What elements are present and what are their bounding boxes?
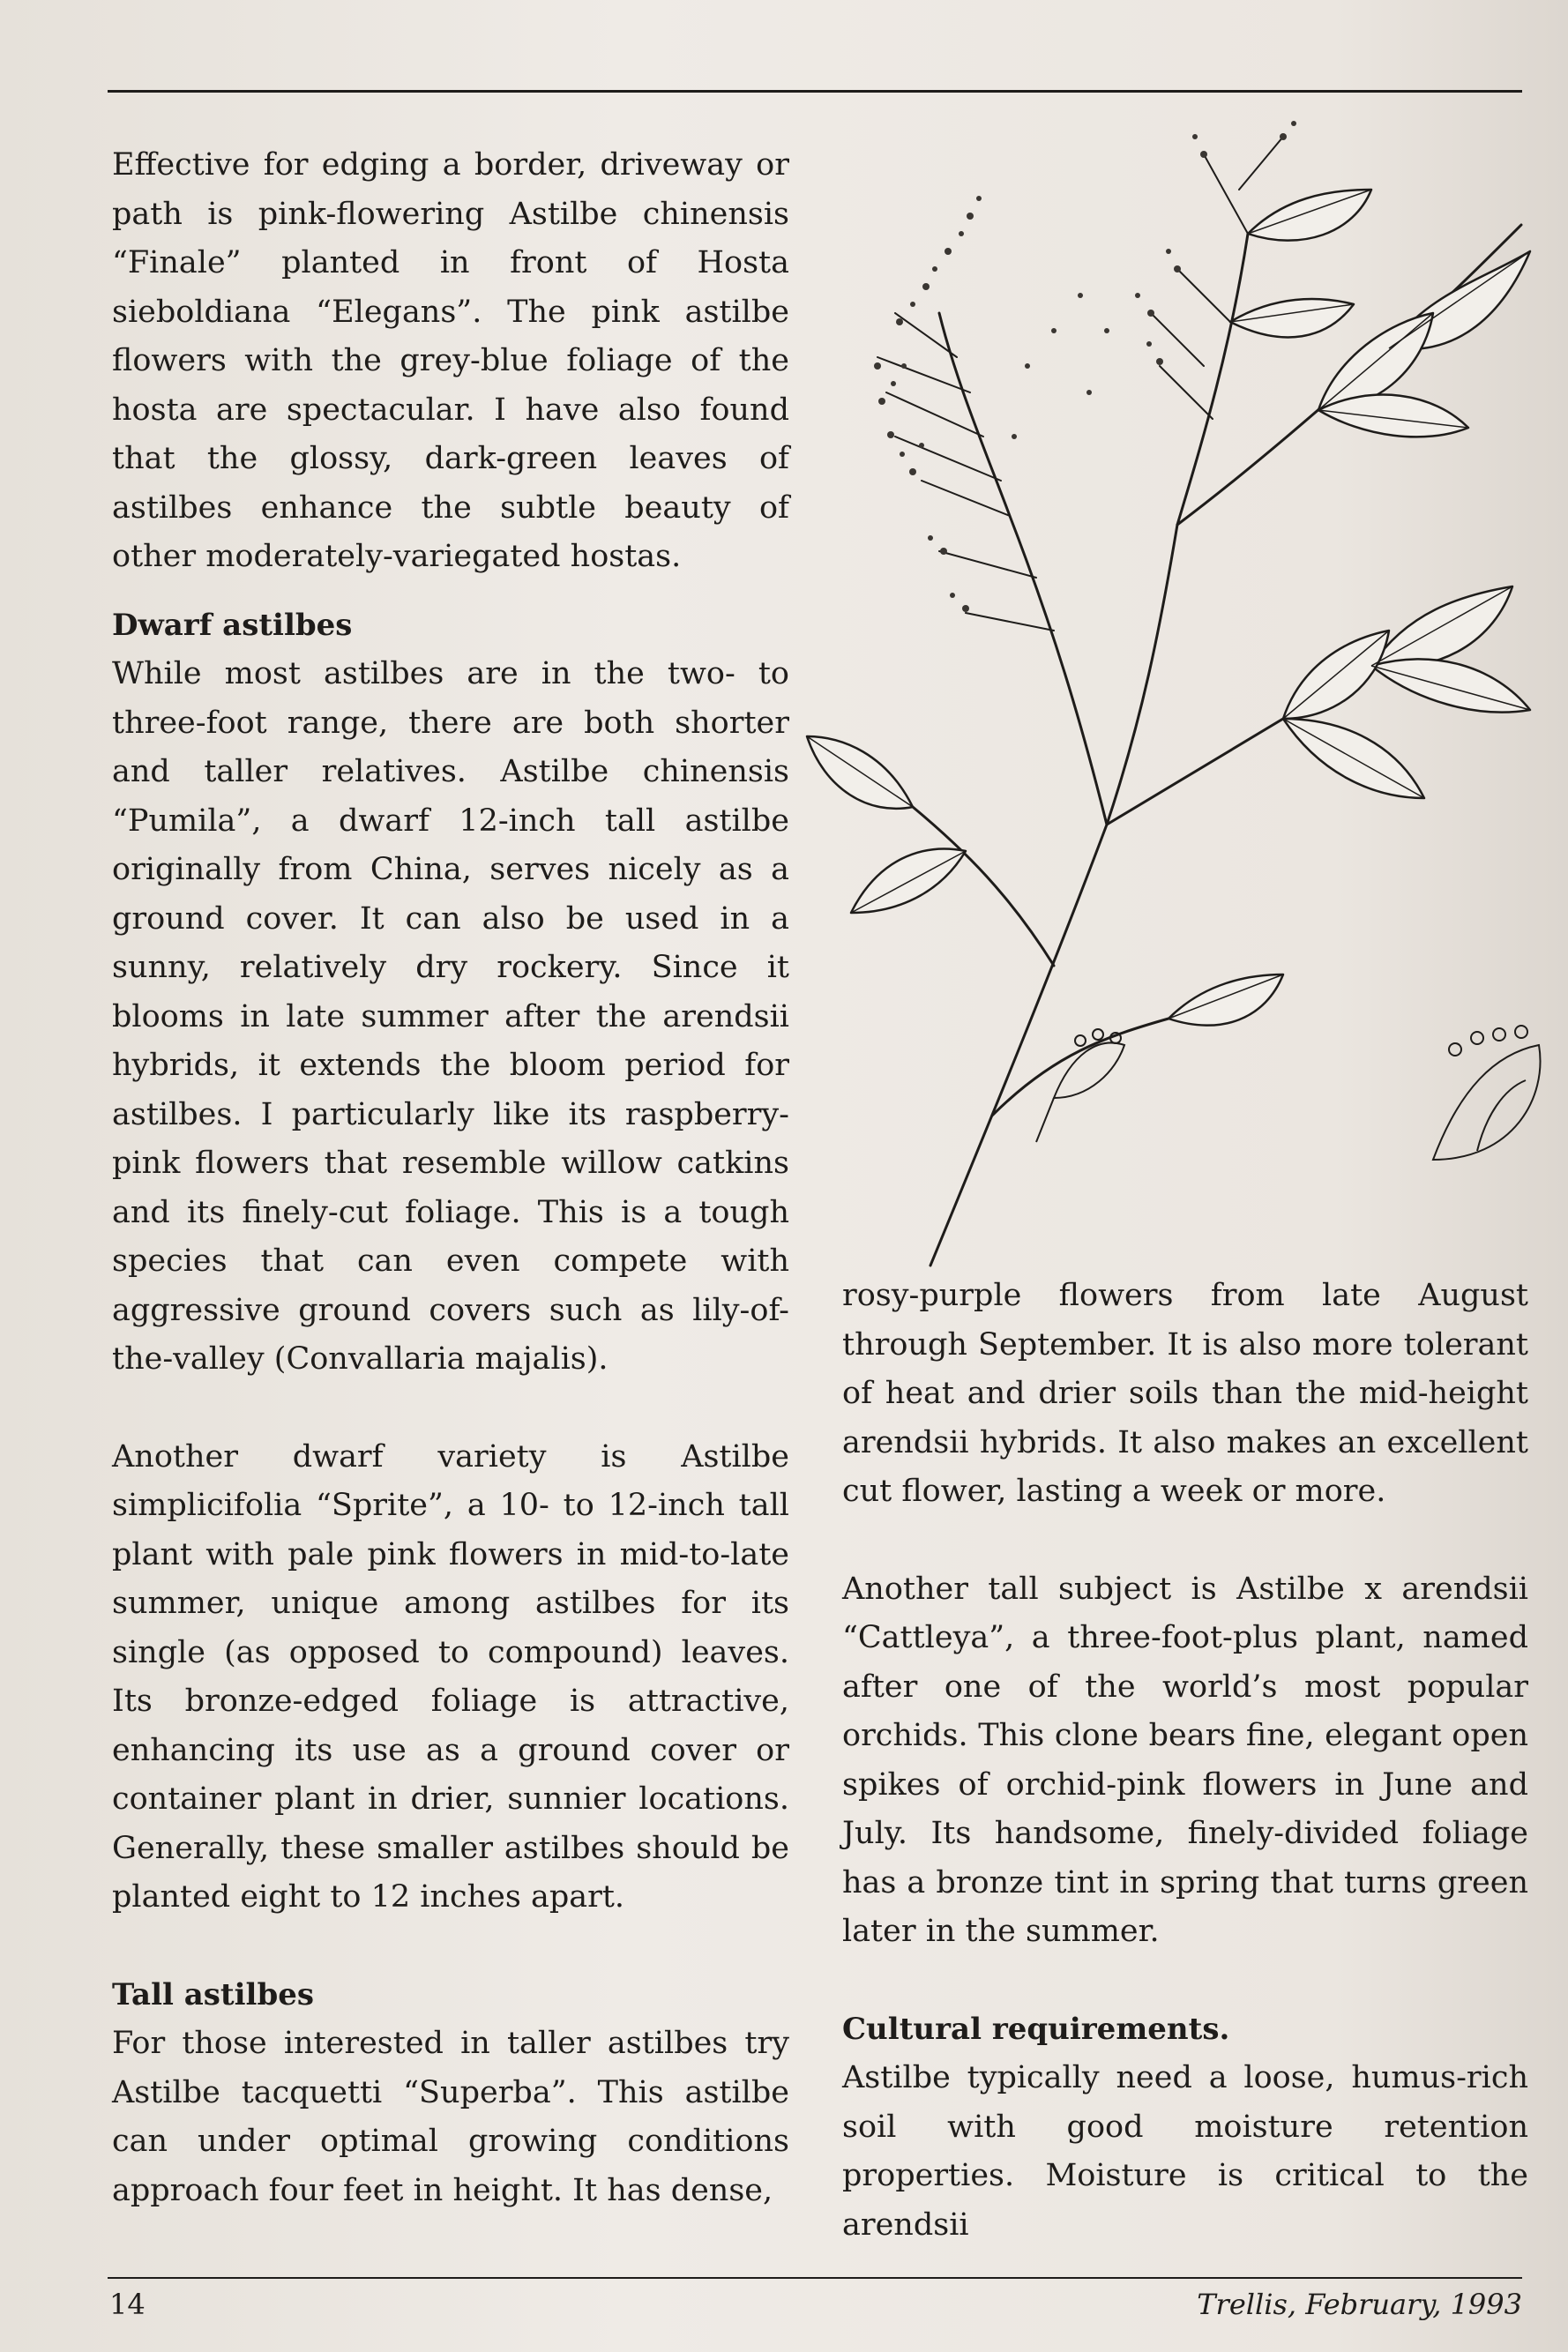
intro-paragraph: Effective for edging a border, driveway or path is pink-flowering Astilbe chinensis “Finale” planted in front of Hosta sieboldiana “Elegans”. The pink astilbe flowers with the grey-blue foliage of the hosta are spectacular. I have also found that the glossy, dark-green leaves of astilbes enhance the subtle beauty of other moderately-variegated hostas. <box>112 147 789 574</box>
dwarf-paragraph-2: Another dwarf variety is Astilbe simplicifolia “Sprite”, a 10- to 12-inch tall plant with pale pink flowers in mid-to-late summer, unique among astilbes for its single (as opposed to compound) leaves. Its bronze-edged foliage is attractive, enhancing its use as a ground cover or container plant in drier, sunnier locations. Generally, these smaller astilbes should be planted eight to 12 inches apart. <box>112 1438 789 1915</box>
right-column <box>842 1272 1528 2250</box>
tall-paragraph-1: For those interested in taller astilbes try Astilbe tacquetti “Superba”. This astilbe can under optimal growing conditions approach four feet in height. It has dense, <box>112 2026 789 2208</box>
bottom-rule <box>108 2277 1522 2279</box>
left-column <box>112 141 789 2215</box>
cultural-requirements-heading: Cultural requirements. <box>842 2011 1230 2047</box>
cultural-paragraph-1: Astilbe typically need a loose, humus-rich soil with good moisture retention properties. Moisture is critical to the arendsii <box>842 2060 1528 2243</box>
tall-astilbes-heading: Tall astilbes <box>112 1976 315 2012</box>
running-title: Trellis, February, 1993 <box>1197 2288 1522 2321</box>
right-paragraph-1: rosy-purple flowers from late August through September. It is also more tolerant of heat and drier soils than the mid-height arendsii hybrids. It also makes an excellent cut flower, lasting a week or more. <box>842 1278 1528 1509</box>
dwarf-paragraph-1: While most astilbes are in the two- to three-foot range, there are both shorter and taller relatives. Astilbe chinensis “Pumila”, a dwarf 12-inch tall astilbe originally from China, serves nicely as a ground cover. It can also be used in a sunny, relatively dry rockery. Since it blooms in late summer after the arendsii hybrids, it extends the bloom period for astilbes. I particularly like its raspberry-pink flowers that resemble willow catkins and its finely-cut foliage. This is a tough species that can even compete with aggressive ground covers such as lily-of-the-valley (Convallaria majalis). <box>112 656 789 1377</box>
right-paragraph-2: Another tall subject is Astilbe x arendsii “Cattleya”, a three-foot-plus plant, named after one of the world’s most popular orchids. This clone bears fine, elegant open spikes of orchid-pink flowers in June and July. Its handsome, finely-divided foliage has a bronze tint in spring that turns green later in the summer. <box>842 1571 1528 1949</box>
top-rule <box>108 90 1522 93</box>
astilbe-illustration <box>789 101 1565 1279</box>
dwarf-astilbes-heading: Dwarf astilbes <box>112 607 353 643</box>
page-number: 14 <box>109 2288 146 2321</box>
